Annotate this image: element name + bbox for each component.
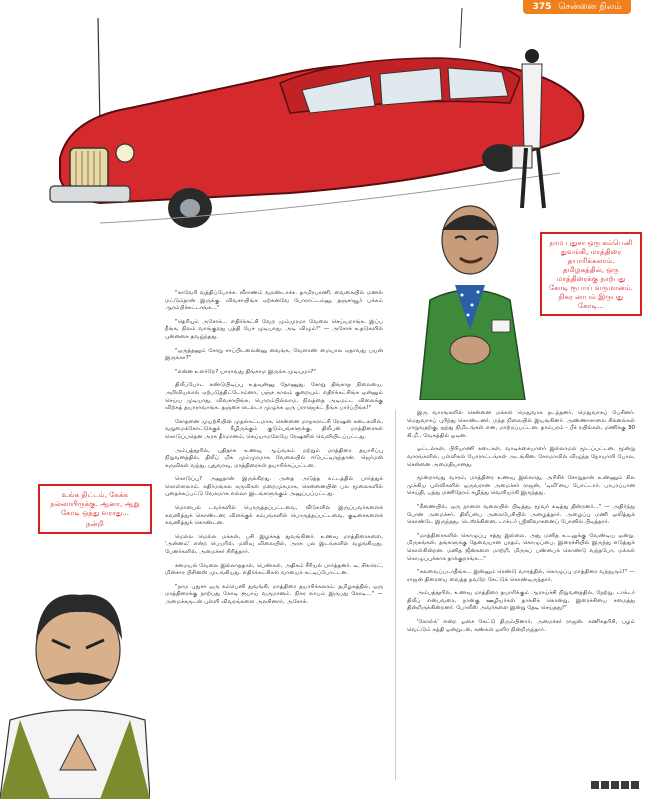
article-paragraph: "காவேரி வத்திப்போச்சு. வீராணம் வறண்டாச்சு. தாமிரபரணி, வைகையில் மணல் மட்டும்தான் இருக்கு. விவசாயிங்க ஏற்கனவே போராட்டம்னு, தஞ்சாவூர் பக்கம் ஆரம்பிச்சுட்டாங்க..." [165,290,383,312]
article-paragraph: சோதனை முயற்சியின் முதல்கட்டமாக, சென்னை மாநகராட்சி ரேஷன் கடைகளில், வறுமைக்கோட்டுக்குக் கீழிருக்கும் குடும்பங்களுக்கு, திலீபன் மாத்திரைகள் கொடுப்பதென அரசு தீர்மானம், செய்யாமலேயே ரேஷனில் வெளியிடப்பட்டது. [165,418,383,440]
article-left-column [165,290,383,613]
column-divider [395,410,396,780]
footer-square [591,781,599,789]
article-paragraph: "தெரியும் அசோக்... எதிர்க்கட்சி வேற மும்முரமா வேலை செய்யறாங்க. இப்ப நீங்க, நிலம் வாங்குறது பத்தி பேச முடியாது. அடி விழும்!" — அசோக் உதடுகளில் புன்னகை தவழ்ந்தது. [165,318,383,340]
article-paragraph: அம்பத்தூரில், புதிதாக உணவு ஆய்வகம் மற்றும் மாத்திரை தயாரிப்பு நிறுவனத்தில், திலீப் மிக மும்முரமாக வேலையில் ஈடுபட்டிருந்தான். ஜெர்மன் கருவிகள் வந்து, புதுவரவு, மாத்திரைகள் தயாரிக்கப்பட்டன. [165,447,383,469]
article-paragraph: "மாத்திரைகளில் கொழுப்பு சத்து இல்லை. அது மனித உடலுக்கு வேண்டிய ஒன்று. மிருகங்கள், தங்களுக்கு தேவையான புரதம், கொழுப்பை, இரைச்சியில் இருந்து எடுத்துக் கொள்கின்றன. மனித ஜீன்களை மாற்றி, மிருகப் பண்பைக் கொண்டு வந்தபோ, மக்கள் கொழுப்புக்காக தாக்குறாங்க..." [407,532,635,562]
businessman-bubble-text: நாம புதுசா ஒரு கம்பெனி துவங்கி, மாத்திரை தயாரிக்கலாம். தமிழகத்தில், ஒரு மாத்திரைக்கு நாற்பது கோடி ரூபாய் வருமானம். நிகர லாபம் இருபது கோடி... [549,238,633,310]
article-paragraph: "கலவைப்படாதீங்க... இன்னும் ரெண்டு வாரத்தில், கொழுப்பு மாத்திரை வந்துரும்!" — ராஜன் திரையை வைத்த தவறே கேட்டுக் கொண்டிருந்தார். [407,569,635,583]
article-paragraph: அம்பத்தூரில், உணவு மாத்திரை தயாரிக்கும் ஆராய்ச்சி நிறுவனத்தில், நேற்று, டாக்டர் திலீப் என்பவரை, நான்கு ஊழியர்கள் தாக்கிக் கொன்று, இரைச்சியை சமைத்து தின்றிருக்கின்றனர். போலீஸ் அவர்களை இன்று தேடி செய்தது!" [407,590,635,612]
politician-speech-bubble [38,484,152,534]
article-paragraph: கொடுப்பு? அனுதான் இருக்கிறது. அதை அடுத்த கட்டத்தில் பார்த்துக் கொள்ளலாம். கதிர்மங்கல கருவிகள் மறைமுகமாக, சென்னையின் பல மூலைகளில் புதைக்கப்பட்டு வேகமாக எல்லா இடங்களுக்கும் அனுப்பப்பட்டது. [165,476,383,498]
article-paragraph: ஓட்டல்கள், பிரியாணி கடைகள், வாடிக்கையாளர் இல்லாமல் மூடப்பட்டன. மூன்று வாரங்களில், பள்ளிகள் போராட்டங்கள் அடங்கின. கோமாவில் விழுந்த நோயாளி போல, சென்னை அமைதியானது. [407,446,635,468]
article-paragraph: "ஒருத்தனும் சோறு சாப்பிடலைன்னு வைங்க, வேளாண் மையால ஏதாவது பயன் இருக்கா?" [165,347,383,362]
page-footer-marks [589,774,639,793]
article-paragraph: "என்ன உளர்றே? யாராவது திங்காம இருக்க முடியுமா?" [175,368,316,375]
businessman-speech-bubble [540,232,642,316]
footer-square [621,781,629,789]
section-title: சென்னை நிலம் [558,2,622,12]
article-paragraph: "நாம புதுசா ஒரு கம்பெனி துவங்கி, மாத்திரை தயாரிக்கலாம். தமிழகத்தில், ஒரு மாத்திரைக்கு நாற்பது கோடி ரூபாய் வருமானம். நிகர லாபம் இருபது கோடி..." — அமைச்சருடன் புள்ளி விவரங்களை அலசினார், அசோக். [165,583,383,605]
politician-bubble-thanks: நன்றி [86,519,104,528]
politician-illustration [0,570,150,799]
article-paragraph: 'கோல்க்' என்ற ஓசை கேட்டு திரும்பினார், அமைச்சர் ராஜன். கணிகதரிசி, பழம் வெட்டும் கத்தி ஒன்றுடன், கண்கள் ஒளிர நின்றிருந்தார். [407,619,635,633]
footer-square [631,781,639,789]
article-paragraph: "கீணையில், ஒரு நாளை வலையில் பிடித்து, மூவர் கடித்து தின்றனர்..." — அதிர்ந்து போன அமைச்சர், திலீப்பை அலைபேசியில் அழைத்தார். அழைப்பு மணி ஒலித்துக் கொண்டே இருந்தது. டெஸ்க்கினை, டாக்டர் ஸ்ரீனிவாசனைப் போனில் பிடித்தார். [407,503,635,526]
article-right-column [407,410,635,640]
footer-square [601,781,609,789]
page-number: 375 [532,2,552,12]
article-paragraph: மெல்ல மெல்ல மக்கள், பசி இழக்கத் துவங்கினர். உணவு மாத்திரைகளை, 'அன்னம்' என்ற பெயரில், மலிவு விலையில், அரசு பல இடங்களில் வழங்கியது. பேனர்களில், அமைச்சர் சிரித்தார். [165,533,383,556]
article-paragraph: திலீப்போட கண்டுபிடிப்பு உதவுன்னு தோணுது. சோறு திங்காத நிலையை, அறிவியலால் ஏற்படுத்திட்டோம்னா, பஞ்ச காலம் குறையும். எதிர்க்கட்சிங்க ஒன்னும் செய்ய முடியாது. விவசாயிங்க, பொறம்பில்லாம, நிலத்தை அடிமட்ட விலைக்கு விற்கத் தயாராவாங்க. தஞ்சை டெல்டா முழுக்க ஒரு ப்ராஜெக்ட் நீங்க பார்ப்பீங்க!" [165,382,383,412]
businessman-illustration [400,200,540,400]
article-paragraph: மூன்றாவது வாரம், மாத்திரை உணவு இல்லாது, அரிசிச் சோறுதான் உண்ணும் சில முக்கிய புள்ளிகளில் ஒருவரான அமைச்சர் ராஜன், 'டிவி'யை போட்டார். பரபரப்பான செய்தி, பத்து மணிநேரம் கழித்து வெளியாகி இருந்தது. [407,475,635,497]
article-paragraph: மொபைல் டவர்களில் பொருத்தப்பட்டவை, வீடுகளில் இருப்பவர்களைக் கவனித்துக் கொண்டன; விளக்குக் கம்பங்களில் பொருத்தப்பட்டவை, குடிசைகளைக் கவனித்துக் கொண்டன. [165,505,383,527]
footer-square [611,781,619,789]
article-paragraph: சமையல் வேலை இல்லாததால், பெண்கள், அதிகம் சீரியல் பார்த்தனர். டீ, சிகரெட், மின்சார பிசினஸ் முடங்கியது. எதிர்க்கட்சிகள் வாயைக் கட்டிப்போட்டன. [165,562,383,577]
article-paragraph: இரு வாரங்களில் சென்னை மக்கள் மெதுவாக நடந்தனர், மெதுவாகப் பேசினர். மெதுவாகப் புரிந்து கொண்டனர். மந்த நிலையில் இயங்கினர். அண்ணாசாலை சிக்னல்கள் மாறுவதற்கு, ஐந்து நிமிடங்கள் என, மாற்றப்பட்டன. தாம்பரம் - பீச் ரயில்கள், மணிக்கு 30 கி.மீ., வேகத்தில் ஓடின. [407,410,635,439]
politician-bubble-text: உங்க திட்டம், கேக்க நல்லாயிருக்கு. ஆனா, ஆறு கோடி ஒத்து வராது... [50,490,140,517]
